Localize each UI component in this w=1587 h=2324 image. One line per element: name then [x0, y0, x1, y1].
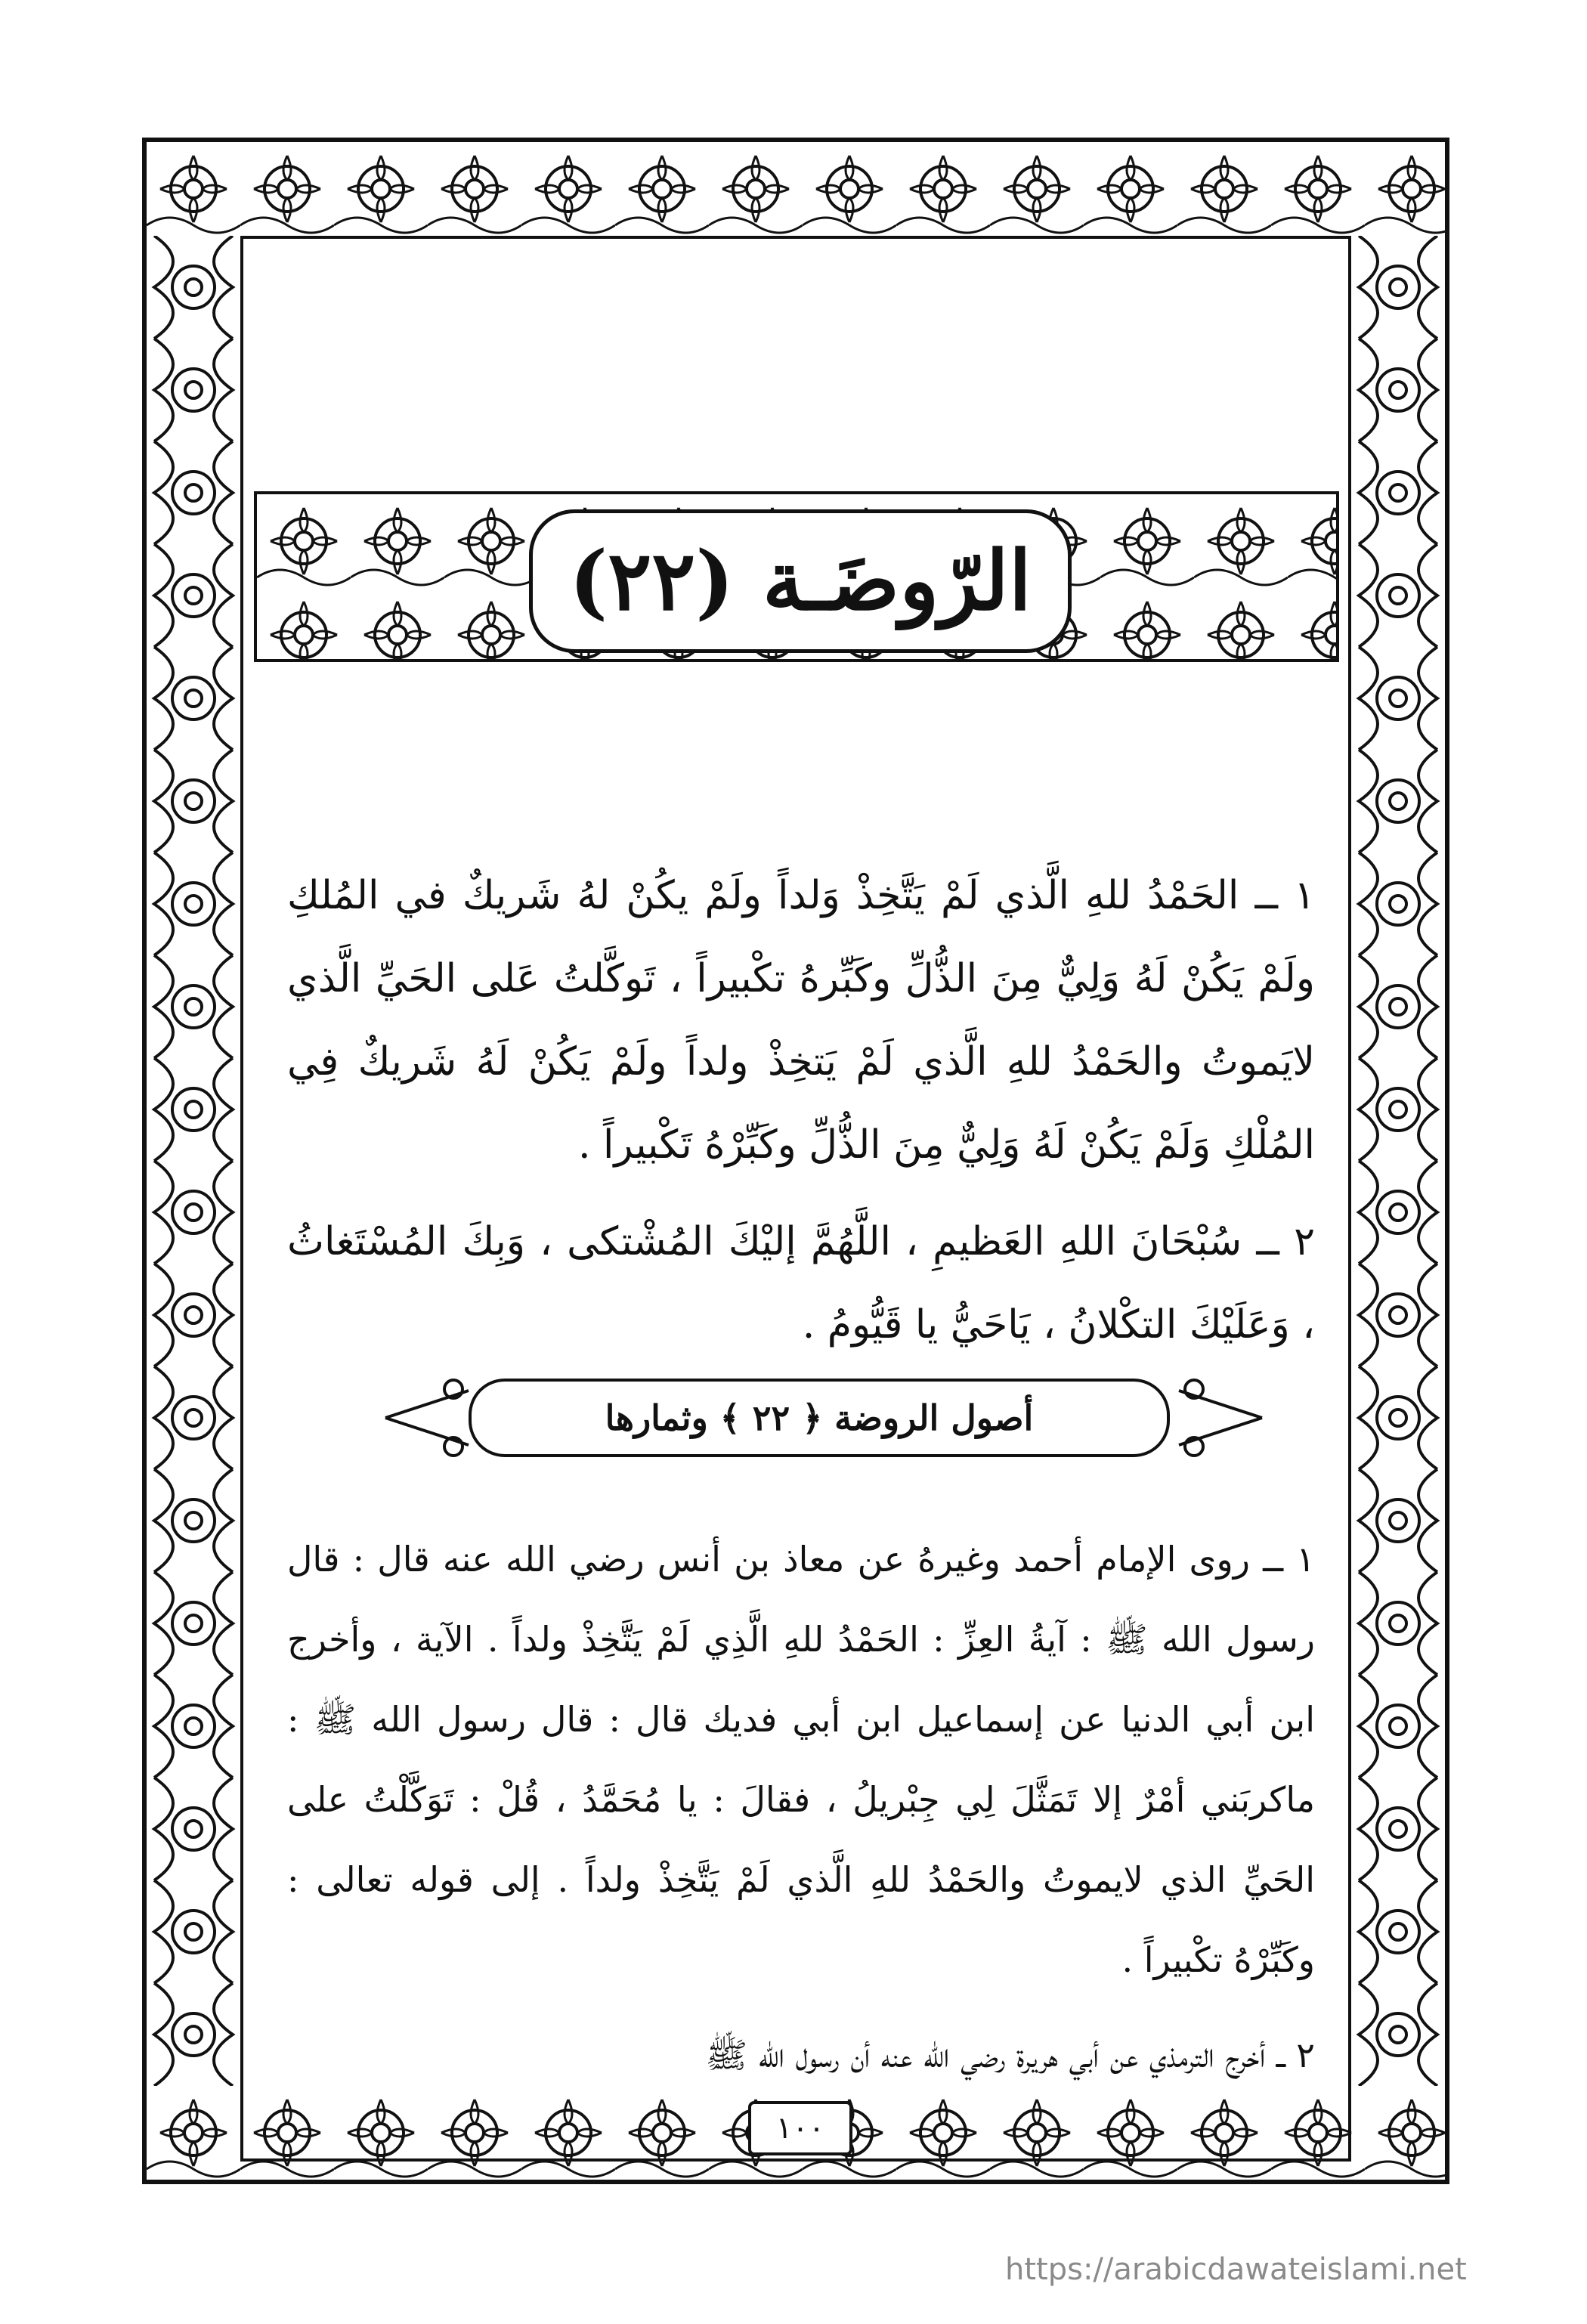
- usul-paragraph-1: ١ ــ روى الإمام أحمد وغيرهُ عن معاذ بن أنس رضي الله عنه قال : قال رسول الله ﷺ : آيةُ العِزِّ : الحَمْدُ للهِ الَّذِي لَمْ يَتَّخِذْ ولداً . الآية ، وأخرج ابن أبي الدنيا عن إسماعيل ابن أبي فديك قال : قال رسول الله ﷺ : ماكربَني أمْرٌ إلا تَمَثَّلَ لِي جِبْريلُ ، فقالَ : يا مُحَمَّدُ ، قُلْ : تَوَكَّلْتُ على الحَيِّ الذي لايموتُ والحَمْدُ للهِ الَّذي لَمْ يَتَّخِذْ ولداً . إلى قوله تعالى : وكَبِّرْهُ تكْبيراً .: [287, 1539, 1315, 1980]
- section-header: [378, 1376, 1270, 1460]
- dua-paragraph-1: ١ ــ الحَمْدُ للهِ الَّذي لَمْ يَتَّخِذْ وَلداً ولَمْ يكُنْ لهُ شَريكٌ في المُلكِ ولَمْ يَكُنْ لَهُ وَلِيٌّ مِنَ الذُّلِّ وكَبِّرهُ تكْبيراً ، تَوكَّلتُ عَلى الحَيِّ الَّذي لايَموتُ والحَمْدُ للهِ الَّذي لَمْ يَتخِذْ ولداً ولَمْ يَكُنْ لَهُ شَريكٌ فِي المُلْكِ وَلَمْ يَكُنْ لَهُ وَلِيٌّ مِنَ الذُّلِّ وكَبِّرْهُ تَكْبيراً .: [287, 873, 1315, 1168]
- page-title: الرّوضَـة (٢٢): [529, 509, 1072, 653]
- title-banner: [254, 491, 1339, 662]
- usul-paragraph-2: ٢ ــ أخرج الترمذي عن أبي هريرة رضي الله عنه أن رسول الله ﷺ: [705, 2035, 1315, 2075]
- watermark-url: https://arabicdawateislami.net: [1005, 2252, 1467, 2287]
- dua-paragraph-2: ٢ ــ سُبْحَانَ اللهِ العَظيمِ ، اللَّهُمَّ إليْكَ المُشْتكى ، وَبِكَ المُسْتَغاثُ ، وَعَلَيْكَ التكْلانُ ، يَاحَيُّ يا قَيُّومُ .: [287, 1219, 1315, 1348]
- page-number: ١٠٠: [748, 2101, 852, 2155]
- dua-section: [287, 854, 1315, 1366]
- section-header-label: أصول الروضة ﴿ ٢٢ ﴾ وثمارها: [469, 1379, 1170, 1457]
- usul-section: [287, 1519, 1315, 2095]
